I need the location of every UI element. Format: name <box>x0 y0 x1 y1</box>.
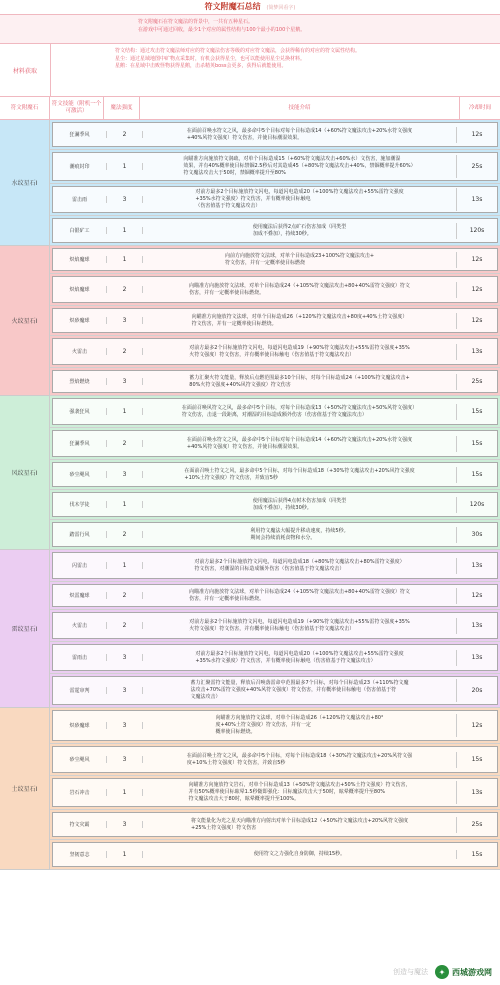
description-line: 向瞄准方向施放符文法球，对单个目标造成24（+105%符文魔法攻击+80+40%雷符文强度）符文 <box>189 282 410 289</box>
skill-description <box>143 313 457 329</box>
table-body <box>0 120 500 870</box>
table-row <box>50 368 500 396</box>
header-desc: 技能介绍 <box>140 97 460 119</box>
description-line: 蓄力汇聚火符文能量，释放后点燃范围最多10个目标，对每个目标造成24（+100%符文魔法攻击+ <box>189 374 410 381</box>
table-row <box>50 550 500 582</box>
description-line: （伤害值基于符文魔法攻击） <box>195 203 261 209</box>
skill-name: 雷雨击 <box>53 654 107 661</box>
skill-name: 踏雷行风 <box>53 531 107 538</box>
row-cells <box>52 276 498 303</box>
description-line: 度+10%土符文强度）符文伤害，并致盲5秒 <box>186 759 286 766</box>
page-title <box>0 0 500 14</box>
description-line: +35%水符文强度）符文伤害，并有概率使目标触电（伤害值基于符文魔法攻击） <box>195 657 376 664</box>
skill-description <box>143 781 457 804</box>
table-row <box>50 810 500 840</box>
row-cells <box>52 676 498 705</box>
description-line: 度+40%土符文强度）符文伤害，并有一定 <box>215 722 311 728</box>
skill-description <box>143 679 457 702</box>
row-cells <box>52 644 498 671</box>
skill-name: 砂尘飓风 <box>53 471 107 478</box>
skill-name: 符文灾霸 <box>53 821 107 828</box>
skill-level: 1 <box>107 501 143 508</box>
description-line: 蓄力汇聚雷符文能量，释放后召唤落雷命中范围最多7个目标，对每个目标造成23（+110%符文魔 <box>190 680 409 686</box>
table-row <box>50 610 500 642</box>
skill-name: 强袭狂风 <box>53 408 107 415</box>
skill-description <box>143 618 457 634</box>
skill-description <box>143 252 457 268</box>
skill-name: 火雷击 <box>53 348 107 355</box>
description-lines <box>189 589 410 603</box>
skill-name: 岩石冲击 <box>53 789 107 796</box>
description-line: 将文能量化为光之星天向瞄准方向射出对单个目标造成12（+50%符文魔法攻击+20%风符文强度 <box>191 817 408 824</box>
description-lines <box>194 559 404 573</box>
description-line: 在面前召唤土符文之风，最多命中5个目标，对每个目标造成18（+30%符文魔法攻击+20%风符文强 <box>186 752 413 759</box>
description-lines <box>190 680 408 701</box>
material-section <box>0 44 500 97</box>
skill-description <box>143 588 457 604</box>
description-line: 加成不叠加），持续30秒。 <box>252 230 312 237</box>
row-cells <box>52 338 498 365</box>
skill-description <box>143 850 457 859</box>
skill-description <box>143 527 457 543</box>
table-row <box>50 776 500 810</box>
skill-name: 闪雷击 <box>53 562 107 569</box>
title-text: 符文附魔石总结 <box>204 2 261 11</box>
table-header <box>0 97 500 120</box>
stone-name: 风纹星石Ⅰ <box>0 396 50 550</box>
row-cells <box>52 746 498 773</box>
row-cells <box>52 492 498 517</box>
material-text <box>51 44 500 96</box>
skill-cooldown: 12s <box>471 286 483 293</box>
skill-cooldown: 120s <box>469 227 485 234</box>
table-row <box>50 120 500 150</box>
intro-line: 符文附魔石在符文魔法的背景中，一共有五种星石。 <box>138 19 254 25</box>
skill-level: 2 <box>107 592 143 599</box>
stone-group <box>0 246 500 396</box>
skill-name: 狂澜季风 <box>53 440 107 447</box>
skill-cooldown: 12s <box>471 256 483 263</box>
description-line: 火符文强度）符文伤害，并有概率使目标触电（伤害值基于符文魔法攻击） <box>189 625 355 632</box>
row-cells <box>52 308 498 333</box>
row-cells <box>52 370 498 393</box>
description-lines <box>192 314 408 328</box>
description-line: 伤害，并有一定概率使目标燃烧。 <box>189 595 265 602</box>
description-line: 符文伤害，对潮湿的目标造成额外伤害（伤害值基于符文魔法攻击） <box>194 565 345 572</box>
skill-description <box>143 817 457 833</box>
stone-name: 雷纹星石Ⅰ <box>0 550 50 708</box>
stone-name: 火纹星石Ⅰ <box>0 246 50 396</box>
skill-level: 3 <box>107 687 143 694</box>
description-line: +35%水符文强度）符文伤害，并有概率使目标触电 <box>195 196 311 202</box>
watermark <box>389 963 496 981</box>
description-line: 法攻击+70%雷符文强度+40%风符文强度）符文伤害，并有概率使目标触电（伤害值基于符 <box>190 687 397 693</box>
skill-cooldown: 13s <box>471 789 483 796</box>
description-lines <box>254 851 345 858</box>
skill-level: 1 <box>107 789 143 796</box>
skill-level: 2 <box>107 622 143 629</box>
row-cells <box>52 186 498 213</box>
row-cells <box>52 430 498 457</box>
skill-level: 1 <box>107 227 143 234</box>
description-line: +10%土符文强度）符文伤害，并致盲5秒 <box>184 474 278 481</box>
skill-name: 炽雷魔球 <box>53 592 107 599</box>
description-line: 对前方最多2个目标施放符文闪电，每道闪电造成18（+80%符文魔法攻击+80%雷符文强度） <box>194 558 405 565</box>
description-line: 效果，并有40%概率使目标禁锢2.5秒后对其造成45（+80%符文魔法攻击+40%，禁锢概率提升60%） <box>183 163 416 169</box>
table-row <box>50 744 500 776</box>
skill-cooldown: 120s <box>469 501 485 508</box>
description-line: 符文伤害，并有一定概率使目标燃烧 <box>224 259 305 266</box>
description-line: 符文魔法攻击大于50时，禁锢概率提升至80% <box>183 170 286 176</box>
description-line: 对前方最多2个目标施放符文闪电，每道闪电造成20（+100%符文魔法攻击+55%雷符文强度 <box>195 189 404 195</box>
description-line: 符文伤害，并有一定概率使目标燃烧。 <box>191 320 277 327</box>
skill-cooldown: 13s <box>471 622 483 629</box>
material-line: 星尘：通过星域地图中矿物点采集时，有机会获得星尘，也可以能使用星尘兑换材料。 <box>115 55 306 62</box>
skill-level: 3 <box>107 722 143 729</box>
description-line: +25%土符文强度）符文伤害 <box>191 824 257 831</box>
stone-group <box>0 120 500 246</box>
skill-level: 3 <box>107 821 143 828</box>
description-lines <box>184 468 414 482</box>
watermark-site-name: 西城游戏网 <box>452 967 492 977</box>
table-row <box>50 274 500 306</box>
skill-cooldown: 15s <box>471 408 483 415</box>
skill-level: 2 <box>107 440 143 447</box>
description-line: 在面前召唤土符文之风，最多命中5个目标，对每个目标造成18（+30%符文魔法攻击+20%风符文强度 <box>184 467 415 474</box>
skill-name: 炽砂魔球 <box>53 722 107 729</box>
skill-rows <box>50 708 500 870</box>
description-line: 文魔法攻击） <box>190 694 221 700</box>
table-row <box>50 840 500 870</box>
skill-cooldown: 15s <box>471 756 483 763</box>
row-cells <box>52 398 498 425</box>
description-lines <box>189 375 409 389</box>
header-level: 魔法强度 <box>104 97 140 119</box>
description-line: 使用魔法后获得4点树木伤害加成（同类型 <box>252 497 347 504</box>
table-row <box>50 428 500 460</box>
row-cells <box>52 842 498 867</box>
table-row <box>50 396 500 428</box>
skill-cooldown: 15s <box>471 851 483 858</box>
skill-description <box>143 374 457 390</box>
skill-name: 砂尘飓风 <box>53 756 107 763</box>
description-line: 向瞄准方向施放符文润疏，对单个目标造成15（+60%符文魔法攻击+60%水）文伤害，施加潮湿 <box>183 156 401 162</box>
table-row <box>50 582 500 610</box>
table-row <box>50 150 500 184</box>
row-cells <box>52 522 498 547</box>
skill-level: 1 <box>107 256 143 263</box>
intro-line: 在游戏中可通过回收，最少1个对应的属性结构与100个最小的100个星鹅。 <box>138 27 306 33</box>
description-lines <box>189 619 409 633</box>
description-line: 符文魔法攻击大于80时，眩晕概率提升至100%。 <box>188 796 300 802</box>
skill-description <box>143 467 457 483</box>
skill-name: 炽焰魔球 <box>53 286 107 293</box>
description-line: 并有50%概率使目标眩晕1.5秒随即强化：目标魔法攻击大于50时，眩晕概率提升至80% <box>188 789 386 795</box>
table-row <box>50 306 500 336</box>
skill-level: 3 <box>107 471 143 478</box>
skill-description <box>143 714 457 737</box>
description-line: 向瞄准方向施放符文岩石，对单个目标造成13（+50%符文魔法攻击+50%土符文强度）符文伤害， <box>188 782 411 788</box>
table-row <box>50 520 500 550</box>
skill-name: 烈焰燃烧 <box>53 378 107 385</box>
watermark-ghost-text: 创造与魔法 <box>393 968 428 976</box>
skill-level: 2 <box>107 348 143 355</box>
title-subtitle: (简梦回看字) <box>266 5 296 11</box>
row-cells <box>52 710 498 741</box>
description-line: 利用符文魔法大幅提升移动速度，持续5秒。 <box>250 527 349 534</box>
skill-cooldown: 12s <box>471 317 483 324</box>
skill-level: 3 <box>107 756 143 763</box>
skill-name: 雷霆审判 <box>53 687 107 694</box>
description-line: 对前方最多2个目标施放符文闪电，每道闪电造成19（+90%符文魔法攻击+55%雷符文强度+35% <box>189 618 410 625</box>
skill-description <box>143 188 457 211</box>
table-row <box>50 336 500 368</box>
skill-description <box>143 404 457 420</box>
skill-rows <box>50 550 500 708</box>
description-line: 在面前召唤风符文之风，最多命中5个目标，对每个目标造成13（+50%符文魔法攻击+50%风符文强度） <box>181 404 418 411</box>
description-lines <box>250 528 348 542</box>
stone-group <box>0 396 500 550</box>
skill-rows <box>50 120 500 246</box>
stone-name: 水纹星石Ⅰ <box>0 120 50 246</box>
description-line: 火符文强度）符文伤害，并有概率使目标触电（伤害值基于符文魔法攻击） <box>189 351 355 358</box>
skill-description <box>143 127 457 143</box>
stone-group <box>0 708 500 870</box>
description-line: 向瞄准方向施放符文法球，对单个目标造成24（+105%符文魔法攻击+80+40%雷符文强度）符文 <box>189 588 410 595</box>
description-lines <box>189 782 411 803</box>
table-row <box>50 490 500 520</box>
description-lines <box>191 818 408 832</box>
skill-cooldown: 12s <box>471 592 483 599</box>
description-line: 伤害，并有一定概率使目标燃烧。 <box>189 289 265 296</box>
description-line: 80%火符文强度+40%风符文强度）符文伤害 <box>189 381 291 388</box>
skill-name: 炽砂魔球 <box>53 317 107 324</box>
description-line: +40%风符文强度）符文伤害，并使目标潮湿效果。 <box>186 443 303 450</box>
description-line: 期间会持续消耗食物和水分。 <box>250 534 316 541</box>
skill-level: 1 <box>107 163 143 170</box>
skill-cooldown: 15s <box>471 440 483 447</box>
description-line: 向前方向施放符文法球，对单个目标造成23+100%符文魔法攻击+ <box>224 252 375 259</box>
skill-description <box>143 650 457 666</box>
description-lines <box>189 345 409 359</box>
description-lines <box>253 224 346 238</box>
description-line: 概率使目标燃烧。 <box>215 729 256 735</box>
skill-cooldown: 25s <box>471 163 483 170</box>
skill-name: 潮痕封印 <box>53 163 107 170</box>
header-stone: 符文附魔石 <box>0 97 50 119</box>
row-cells <box>52 152 498 181</box>
skill-level: 3 <box>107 196 143 203</box>
description-lines <box>187 753 412 767</box>
description-line: 在面前召唤水符文之风，最多命中5个目标对每个目标造成14（+60%符文魔法攻击+20%水符文强度 <box>186 127 413 134</box>
skill-level: 2 <box>107 131 143 138</box>
stone-group <box>0 550 500 708</box>
material-line: 符文结构：通过攻击符文魔法师对应的符文魔法伤害等级的对应符文魔法，会获得稀有的对应的符文属性结构。 <box>115 48 361 54</box>
table-row <box>50 674 500 708</box>
skill-level: 1 <box>107 851 143 858</box>
description-lines <box>183 156 415 177</box>
skill-cooldown: 13s <box>471 196 483 203</box>
description-lines <box>253 498 346 512</box>
skill-cooldown: 13s <box>471 654 483 661</box>
stone-name: 土纹星石Ⅰ <box>0 708 50 870</box>
skill-description <box>143 344 457 360</box>
header-skill: 符文技能（附机一个可激活） <box>50 97 104 119</box>
skill-cooldown: 15s <box>471 471 483 478</box>
skill-cooldown: 12s <box>471 722 483 729</box>
skill-level: 2 <box>107 286 143 293</box>
table-row <box>50 216 500 246</box>
skill-name: 白银矿工 <box>53 227 107 234</box>
table-row <box>50 184 500 216</box>
description-lines <box>225 253 374 267</box>
row-cells <box>52 612 498 639</box>
intro-section <box>0 14 500 44</box>
skill-description <box>143 282 457 298</box>
skill-level: 3 <box>107 317 143 324</box>
row-cells <box>52 584 498 607</box>
skill-name: 狂澜季风 <box>53 131 107 138</box>
skill-cooldown: 13s <box>471 562 483 569</box>
description-line: 在面前召唤水符文之风，最多命中5个目标对每个目标造成14（+60%符文魔法攻击+20%水符文强度 <box>186 436 413 443</box>
description-line: 向瞄准方向施放符文法球，对单个目标造成26（+120%符文魔法攻击+80度+40%土符文强度） <box>191 313 408 320</box>
material-label: 材料获取 <box>0 44 51 96</box>
description-lines <box>195 651 403 665</box>
description-lines <box>187 437 412 451</box>
skill-level: 1 <box>107 562 143 569</box>
skill-rows <box>50 246 500 396</box>
skill-description <box>143 436 457 452</box>
skill-cooldown: 25s <box>471 821 483 828</box>
description-line: +40%风符文强度）符文伤害，并使目标潮湿效果。 <box>186 134 303 141</box>
table-row <box>50 708 500 744</box>
row-cells <box>52 122 498 147</box>
skill-level: 2 <box>107 531 143 538</box>
skill-cooldown: 13s <box>471 348 483 355</box>
skill-cooldown: 20s <box>471 687 483 694</box>
row-cells <box>52 552 498 579</box>
skill-name: 炽焰魔球 <box>53 256 107 263</box>
skill-description <box>143 752 457 768</box>
skill-name: 伐木学徒 <box>53 501 107 508</box>
table-row <box>50 460 500 490</box>
description-line: 加成不叠加），持续30秒。 <box>252 504 312 511</box>
description-lines <box>182 405 417 419</box>
description-lines <box>216 715 384 736</box>
skill-cooldown: 25s <box>471 378 483 385</box>
skill-level: 3 <box>107 378 143 385</box>
row-cells <box>52 462 498 487</box>
skill-description <box>143 558 457 574</box>
row-cells <box>52 218 498 243</box>
skill-name: 雷击雨 <box>53 196 107 203</box>
skill-rows <box>50 396 500 550</box>
material-line: 星鹅：在星域中击败怪物获得星鹅，击杀精英boss会更多，获得后就能使用。 <box>115 63 287 69</box>
table-row <box>50 642 500 674</box>
header-cd: 冷却时间 <box>468 104 491 111</box>
row-cells <box>52 248 498 271</box>
description-lines <box>187 128 412 142</box>
skill-description <box>143 223 457 239</box>
row-cells <box>52 778 498 807</box>
site-logo-icon: ✦ <box>435 965 449 979</box>
skill-level: 1 <box>107 408 143 415</box>
row-cells <box>52 812 498 837</box>
description-line: 对前方最多2个目标施放符文闪电，每道闪电造成20（+100%符文魔法攻击+55%雷符文强度 <box>195 650 404 657</box>
description-line: 使用魔法后获得2点矿石伤害加成（同类型 <box>252 223 347 230</box>
skill-cooldown: 30s <box>471 531 483 538</box>
description-lines <box>189 283 410 297</box>
skill-level: 3 <box>107 654 143 661</box>
skill-name: 坚韧意志 <box>53 851 107 858</box>
description-line: 使用符文之力强化自身防御，持续15秒。 <box>253 851 346 857</box>
description-line: 对前方最多2个目标施放符文闪电，每道闪电造成19（+90%符文魔法攻击+55%雷符文强度+35% <box>189 344 410 351</box>
description-line: 符文伤害，击退一段距离，对潮湿的目标造成额外伤害（伤害值基于符文魔法攻击） <box>181 411 367 418</box>
skill-description <box>143 497 457 513</box>
description-line: 向瞄准方向施放符文法球，对单个目标造成26（+120%符文魔法攻击+80° <box>215 715 384 721</box>
skill-name: 火雷击 <box>53 622 107 629</box>
skill-cooldown: 12s <box>471 131 483 138</box>
description-lines <box>195 189 403 210</box>
skill-description <box>143 155 457 178</box>
table-row <box>50 246 500 274</box>
